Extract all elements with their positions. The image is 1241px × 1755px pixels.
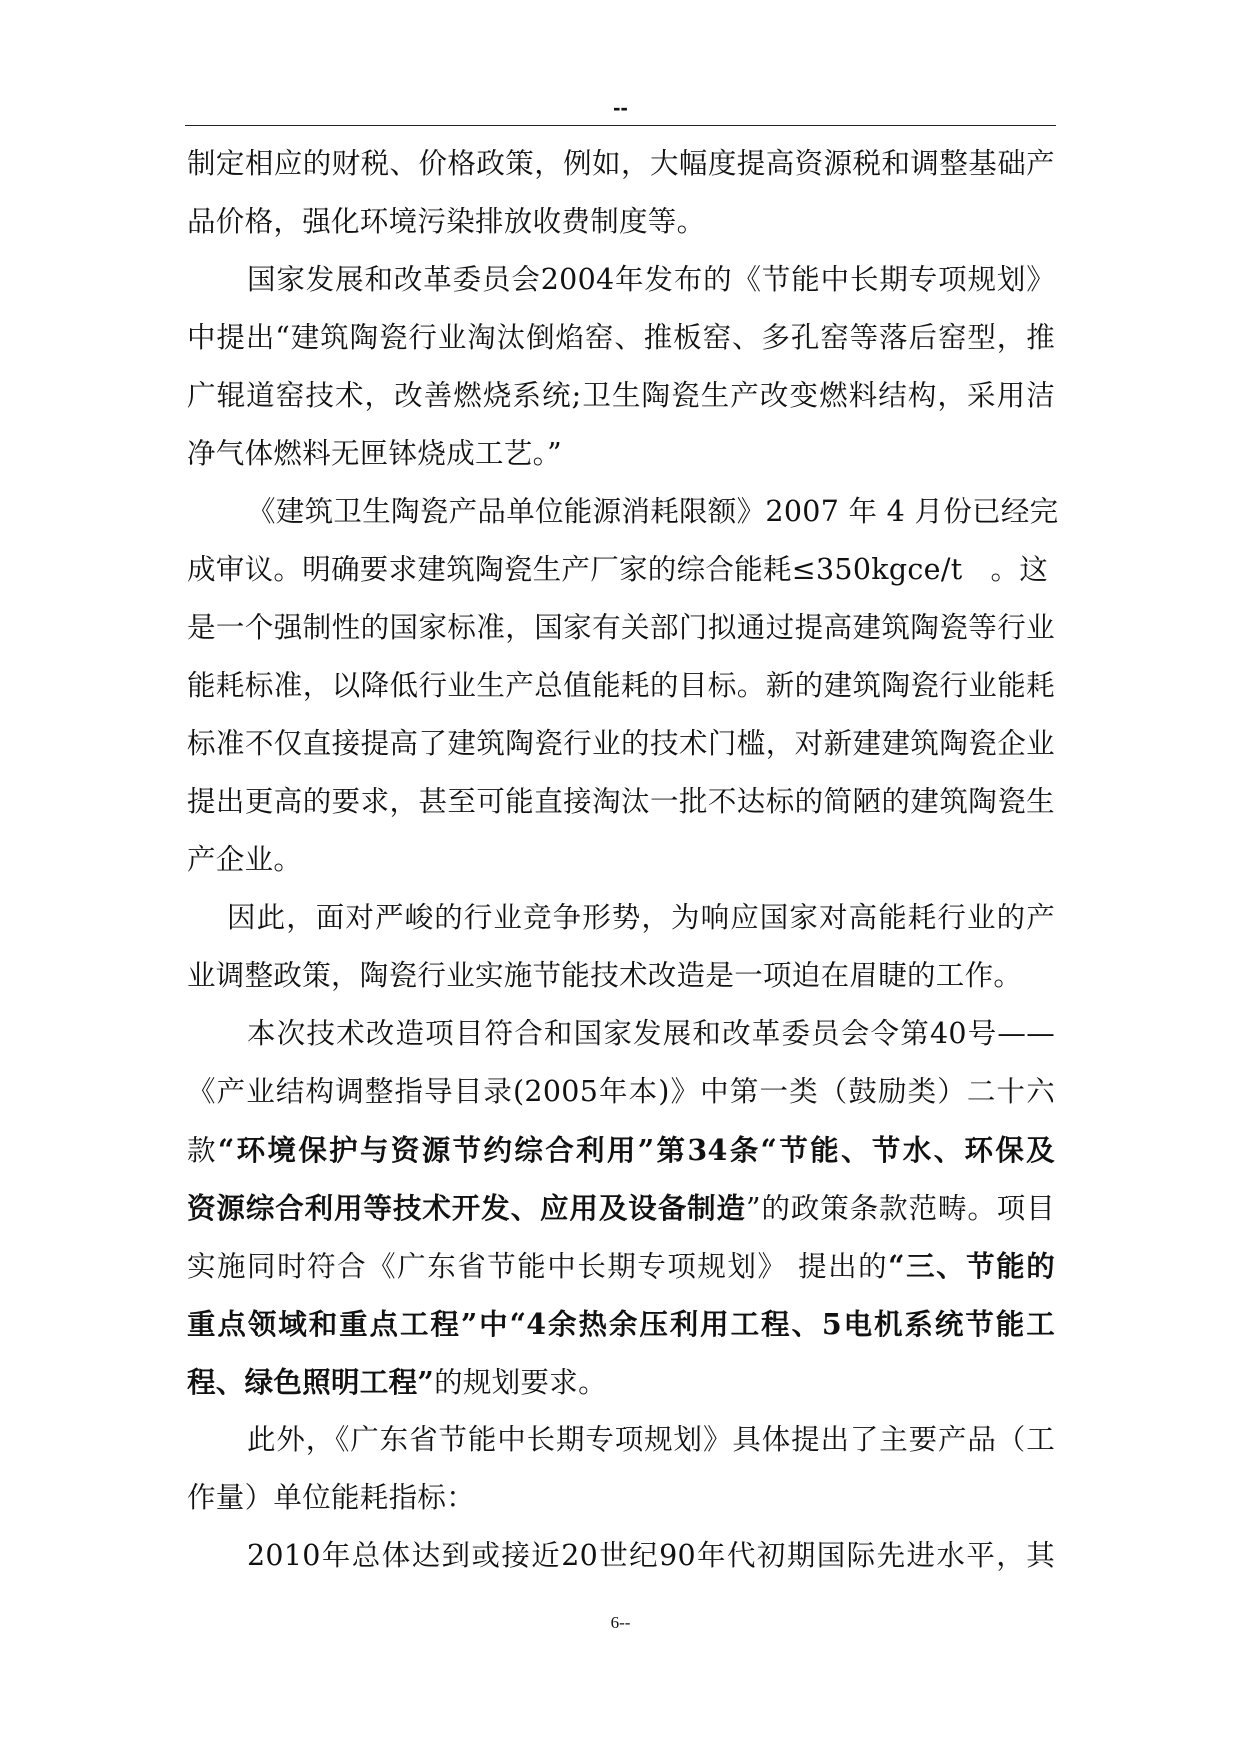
text-line: 本次技术改造项目符合和国家发展和改革委员会令第40号—— (247, 1017, 1055, 1050)
header-mark: -- (613, 95, 628, 120)
text-line-rich (187, 1179, 1055, 1237)
text-line: 中提出“建筑陶瓷行业淘汰倒焰窑、推板窑、多孔窑等落后窑型，推 (187, 321, 1055, 354)
header-rule (185, 125, 1056, 126)
text-line: 2010年总体达到或接近20世纪90年代初期国际先进水平，其 (247, 1539, 1055, 1572)
bold-run: 程、绿色照明工程” (187, 1365, 435, 1399)
text-line: 因此，面对严峻的行业竞争形势，为响应国家对高能耗行业的产 (227, 901, 1055, 934)
text-line-rich (187, 1295, 1055, 1353)
text-line: 提出更高的要求，甚至可能直接淘汰一批不达标的简陋的建筑陶瓷生 (187, 785, 1055, 818)
text-line: 《产业结构调整指导目录(2005年本)》中第一类（鼓励类）二十六 (187, 1075, 1055, 1108)
text-line: 作量）单位能耗指标： (187, 1481, 476, 1514)
text-line: 此外，《广东省节能中长期专项规划》具体提出了主要产品（工 (247, 1423, 1055, 1456)
text-line: 业调整政策，陶瓷行业实施节能技术改造是一项迫在眉睫的工作。 (187, 959, 1023, 992)
text-line-rich (187, 1237, 1055, 1295)
bold-run: 资源综合利用等技术开发、应用及设备制造 (187, 1191, 746, 1225)
text-run: 的规划要求。 (434, 1366, 607, 1399)
page-number: 6-- (610, 1613, 631, 1632)
text-line: 成审议。明确要求建筑陶瓷生产厂家的综合能耗≤350kgce/t 。这 (187, 553, 1049, 586)
text-run: 实施同时符合《广东省节能中长期专项规划》 提出的 (187, 1250, 889, 1283)
bold-run: “三、节能的 (888, 1249, 1055, 1283)
bold-run: “环境保护与资源节约综合利用”第34条“节能、节水、环保及 (217, 1133, 1055, 1167)
bold-run: 重点领域和重点工程”中“4余热余压利用工程、5电机系统节能工 (187, 1307, 1055, 1341)
text-line: 国家发展和改革委员会2004年发布的《节能中长期专项规划》 (247, 263, 1055, 296)
text-run: 款 (187, 1134, 218, 1167)
document-body (187, 135, 1059, 1585)
text-line: 标准不仅直接提高了建筑陶瓷行业的技术门槛，对新建建筑陶瓷企业 (187, 727, 1055, 760)
text-line: 净气体燃料无匣钵烧成工艺。” (187, 437, 563, 470)
text-line: 能耗标准，以降低行业生产总值能耗的目标。新的建筑陶瓷行业能耗 (187, 669, 1055, 702)
text-line: 制定相应的财税、价格政策，例如，大幅度提高资源税和调整基础产 (187, 147, 1055, 180)
text-line-rich (187, 1121, 1055, 1179)
text-line: 《建筑卫生陶瓷产品单位能源消耗限额》2007 年 4 月份已经完 (247, 495, 1059, 528)
text-line: 广辊道窑技术，改善燃烧系统;卫生陶瓷生产改变燃料结构，采用洁 (187, 379, 1055, 412)
text-line-rich (187, 1353, 1055, 1411)
text-line: 是一个强制性的国家标准，国家有关部门拟通过提高建筑陶瓷等行业 (187, 611, 1055, 644)
text-run: ”的政策条款范畴。项目 (745, 1192, 1056, 1225)
text-line: 品价格，强化环境污染排放收费制度等。 (187, 205, 706, 238)
text-line: 产企业。 (187, 843, 303, 876)
